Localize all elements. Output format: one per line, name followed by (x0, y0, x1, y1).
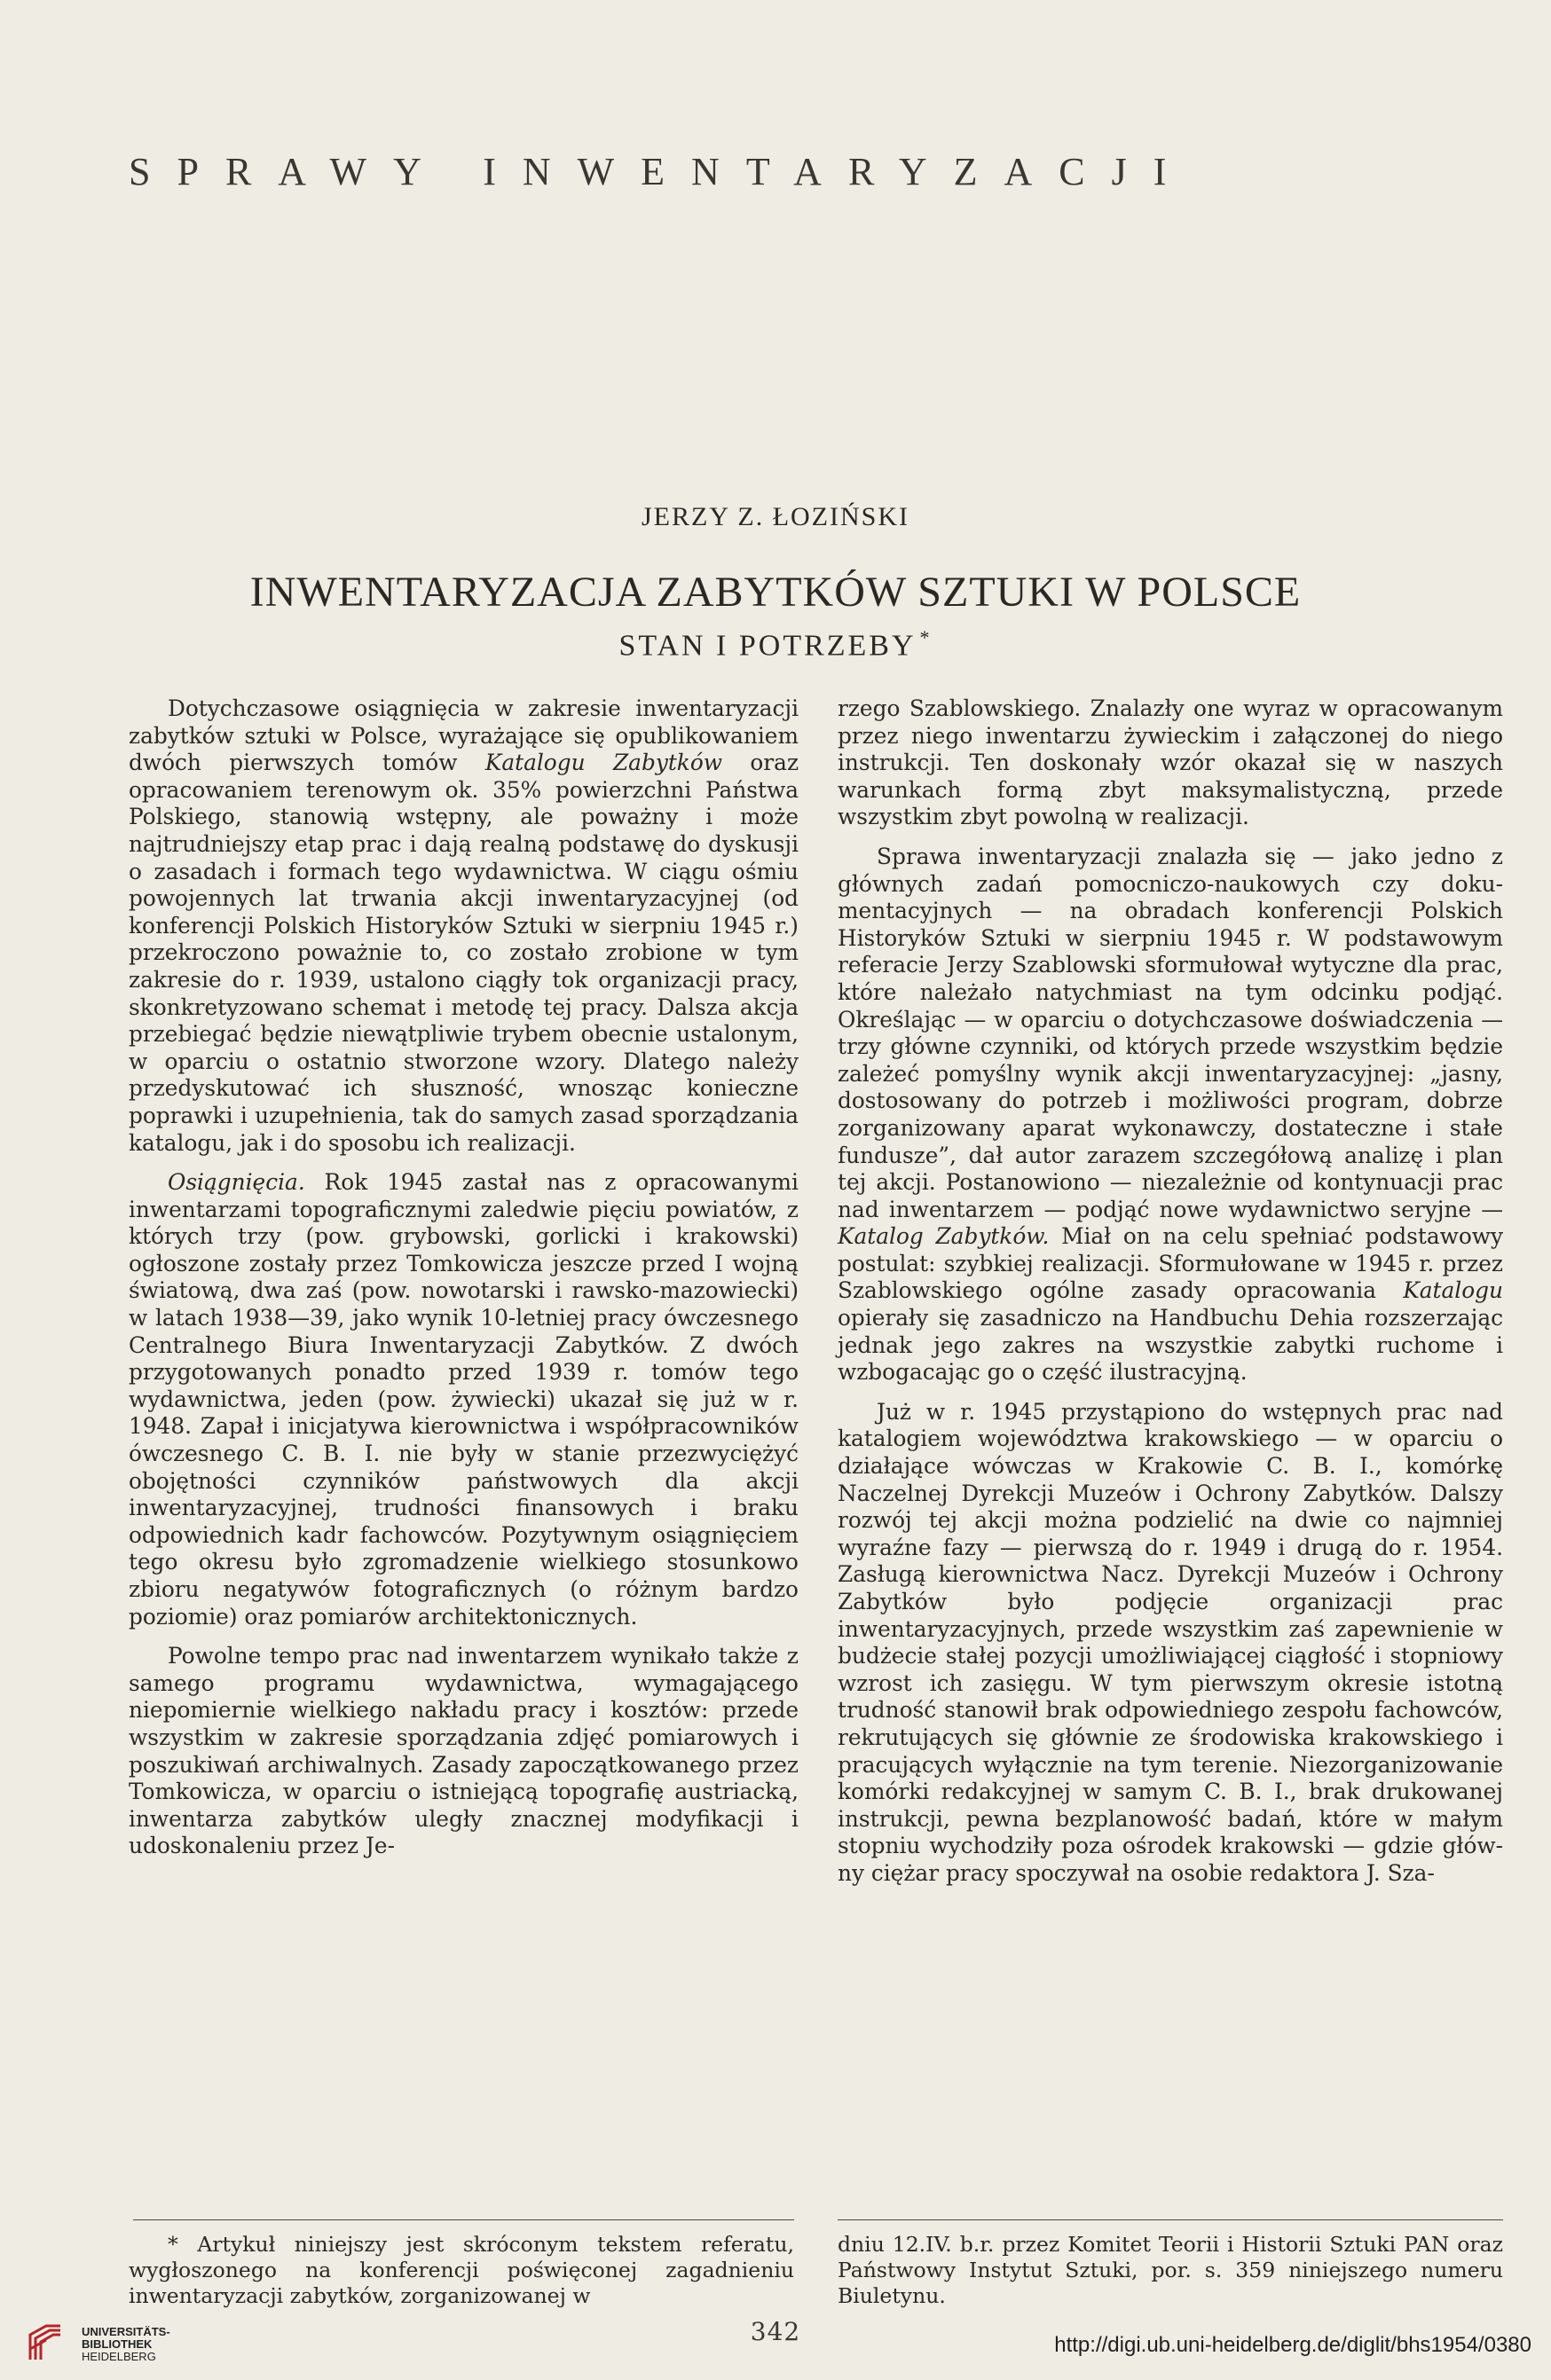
left-p1-italic: Katalogu Zabytków (484, 750, 722, 776)
right-column (838, 695, 1503, 1888)
library-line-2: BIBLIOTHEK (82, 2337, 153, 2351)
left-p2-text: Rok 1945 zastał nas z opracowanymi inwentarzami topograficznymi zaledwie pięciu powiatów, z których trzy (pow. grybowski, gorlicki i krakowski) ogłoszone zostały przez Tomkowicza jeszcze przed I wojną światową, dwa zaś (pow. nowotarski i rawsko-mazowiecki) w latach 1938—39, jako wynik 10-letniej pracy ówczesnego Centralnego Biura Inwentaryzacji Zabytków. Z dwóch przygotowanych ponadto przed 1939 r. tomów tego wydawnictwa, jeden (pow. żywiecki) ukazał się już w r. 1948. Zapał i inicjatywa kierownictwa i współpracowników ówczesnego C. B. I. nie były w stanie przezwyciężyć obojętności czynników państwowych dla akcji inwentaryzacyjnej, trudności finansowych i braku odpowiednich kadr fachowców. Pozytywnym osiągnięciem tego okresu było zgromadzenie wielkiego stosunkowo zbioru negatywów fotograficznych (o różnym bardzo poziomie) oraz pomiarów architektonicznych. (129, 1169, 799, 1630)
library-line-1: UNIVERSITÄTS- (82, 2325, 170, 2338)
article-title: INWENTARYZACJA ZABYTKÓW SZTUKI W POLSCE (249, 569, 1302, 616)
library-line-3: HEIDELBERG (82, 2350, 156, 2363)
left-paragraph-2 (129, 1169, 799, 1630)
left-p2-italic: Osiągnięcia. (168, 1169, 305, 1196)
right-paragraph-2 (838, 844, 1503, 1386)
library-name (82, 2326, 170, 2363)
page-number: 342 (750, 2317, 801, 2346)
article-subtitle (0, 626, 1551, 663)
source-url-link[interactable]: http://digi.ub.uni-heidelberg.de/diglit/bhs1954/0380 (1054, 2333, 1531, 2357)
left-paragraph-1 (129, 695, 799, 1157)
footnote-left (129, 2232, 794, 2309)
right-p2-italic: Katalog Zabytków. (838, 1223, 1050, 1250)
footnote-left-text: * Artykuł niniejszy jest skróconym tekstem referatu, wygłoszonego na konferencji poświęconej zagadnieniu inwentaryzacji zabytków, zorganizowanej w (129, 2232, 794, 2308)
footnote-marker: * (919, 626, 933, 648)
footnote-rule-right (838, 2219, 1503, 2220)
left-column (129, 695, 799, 1860)
right-paragraph-3: Już w r. 1945 przystąpiono do wstępnych prac nad katalogiem województwa krakowskiego — w oparciu o działające wówczas w Krakowie C. B. I., komórkę Naczelnej Dyrekcji Muzeów i Ochrony Zabytków. Dalszy rozwój tej akcji można podzielić na dwie co najmniej wyraźne fazy — pierwszą do r. 1949 i drugą do r. 1954. Zasługą kierownictwa Nacz. Dyrekcji Muzeów i Ochrony Zabytków było podjęcie organizacji prac inwentaryzacyjnych, przede wszystkim zaś zapewnienie w budżecie stałej pozycji umożliwiającej ciągłość i stopniowy wzrost ich zasięgu. W tym pierwszym okresie istotną trudność stanowił brak odpowiedniego zespołu fachowców, rekrutujących się głównie ze środowiska krakowskiego i pracujących wyłącznie na tym terenie. Niezorganizowanie komórki redakcyjnej w samym C. B. I., brak drukowanej instrukcji, pewna bezplanowość badań, które w małym stopniu wychodziły poza ośrodek krakowski — gdzie główny ciężar pracy spoczywał na osobie redaktora J. Sza- (838, 1398, 1503, 1886)
library-logo-icon (27, 2322, 64, 2363)
right-p2-rest: Miał on na celu spełniać podstawowy postulat: szybkiej realizacji. Sformułowane w 1945 r. przez Szablowskiego ogólne zasady opracowania (838, 1223, 1503, 1304)
subtitle-text: STAN I POTRZEBY (618, 629, 917, 663)
article-author: JERZY Z. ŁOZIŃSKI (641, 502, 910, 531)
left-p1-rest: oraz opracowaniem terenowym ok. 35% powierzchni Państwa Polskiego, stanowią wstępny, ale poważny i może najtrudniejszy etap prac i dają realną podstawę do dyskusji o zasadach i formach tego wydawnictwa. W ciągu ośmiu powojennych lat trwania akcji inwentaryzacyjnej (od konferencji Polskich Historyków Sztuki w sierpniu 1945 r.) przekroczono poważnie to, co zostało zrobione w tym zakresie do r. 1939, ustalono ciągły tok organizacji pracy, skonkretyzowano schemat i metodę tej pracy. Dalsza akcja przebiegać będzie niewątpliwie trybem obecnie ustalonym, w oparciu o ostatnio stworzone wzory. Dlatego należy przedyskutować ich słuszność, wnosząc konieczne poprawki i uzupełnienia, tak do samych zasad sporządzania katalogu, jak i do sposobu ich realizacji. (129, 750, 799, 1156)
section-header: SPRAWY INWENTARYZACJI (129, 150, 1193, 193)
footnote-right-text: dniu 12.IV. b.r. przez Komitet Teorii i Historii Sztuki PAN oraz Państwowy Instytut Sztuki, por. s. 359 niniejszego numeru Biuletynu. (838, 2232, 1503, 2308)
footnote-rule-left (133, 2219, 794, 2220)
right-paragraph-1: rzego Szablowskiego. Znalazły one wyraz w opracowanym przez niego inwentarzu żywieckim i załączonej do niego instrukcji. Ten doskonały wzór okazał się w naszych warunkach formą zbyt maksymalistyczną, przede wszystkim zbyt powolną w realizacji. (838, 695, 1503, 830)
footnote-right (838, 2232, 1503, 2309)
left-paragraph-3: Powolne tempo prac nad inwentarzem wynikało także z samego programu wydawnictwa, wymagającego niepomiernie wielkiego nakładu pracy i kosztów: przede wszystkim w zakresie sporządzania zdjęć pomiarowych i poszukiwań archiwalnych. Zasady zapoczątkowanego przez Tomkowicza, w oparciu o istniejącą topografię austriacką, inwentarza zabytków uległy znacznej modyfikacji i udoskonaleniu przez Je- (129, 1643, 799, 1859)
right-p2-text: Sprawa inwentaryzacji znalazła się — jako jedno z głównych zadań pomocniczo-naukowych czy dokumentacyjnych — na obradach konferencji Polskich Historyków Sztuki w sierpniu 1945 r. W podstawowym referacie Jerzy Szablowski sformułował wytyczne dla prac, które należało natychmiast na tym odcinku podjąć. Określając — w oparciu o dotychczasowe doświadczenia — trzy główne czynniki, od których przede wszystkim będzie zależeć pomyślny wynik akcji inwentaryzacyjnej: „jasny, dostosowany do potrzeb i możliwości program, dobrze zorganizowany aparat wykonawczy, dostateczne i stałe fundusze”, dał autor zarazem szczegółową analizę i plan tej akcji. Postanowiono — niezależnie od kontynuacji prac nad inwentarzem — podjąć nowe wydawnictwo seryjne — (838, 843, 1503, 1222)
right-p2-italic-2: Katalogu (1403, 1277, 1503, 1304)
right-p2-rest-2: opierały się zasadniczo na Handbuchu Dehia rozszerzając jednak jego zakres na wszystkie zabytki ruchome i wzbogacając go o część ilustracyjną. (838, 1305, 1503, 1386)
left-p1-text: Dotychczasowe osiągnięcia w zakresie inwentaryzacji zabytków sztuki w Polsce, wyrażające się opublikowaniem dwóch pierwszych tomów (129, 695, 799, 776)
